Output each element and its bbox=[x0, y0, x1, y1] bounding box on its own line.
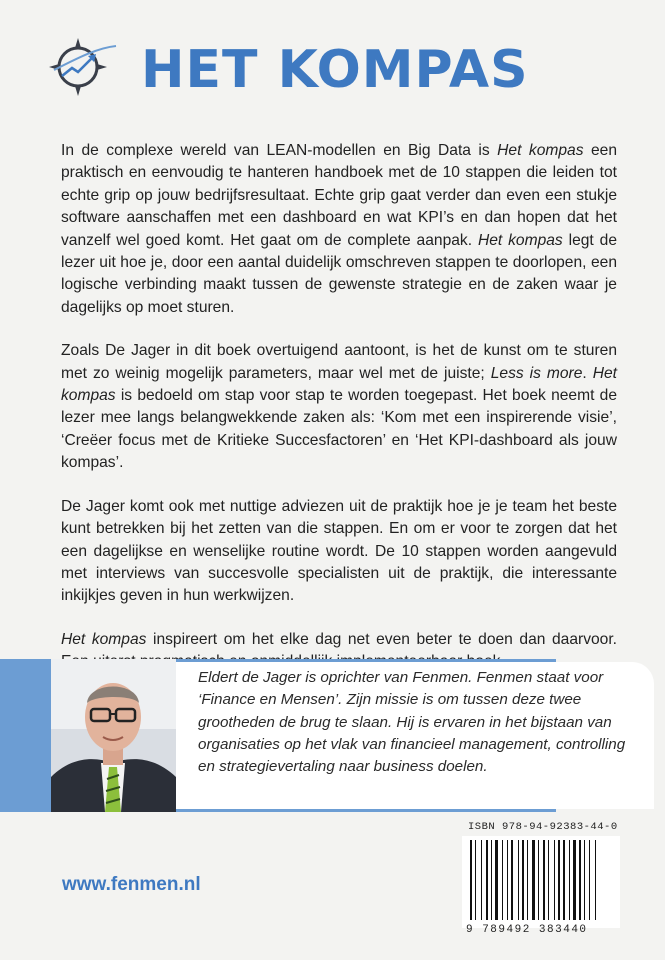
barcode bbox=[462, 836, 620, 928]
text-run: . bbox=[582, 364, 593, 382]
text-run: In de complexe wereld van LEAN-modellen en Big Data is bbox=[61, 142, 498, 159]
compass-logo-icon bbox=[44, 30, 122, 102]
blurb-text bbox=[61, 140, 617, 695]
barcode-bar bbox=[569, 840, 570, 920]
text-run: legt de lezer uit hoe je, door een aantal duidelijk omschreven stappen te doorlopen, een logische verbinding maakt tussen de gewenste strategie en de zaken waar je dagelijks op moet sturen. bbox=[61, 231, 617, 316]
paragraph bbox=[61, 496, 617, 608]
barcode-bar bbox=[491, 840, 492, 920]
author-band bbox=[0, 659, 665, 812]
barcode-bar bbox=[589, 840, 590, 920]
barcode-bar bbox=[502, 840, 503, 920]
barcode-bar bbox=[522, 840, 524, 920]
barcode-bar bbox=[486, 840, 488, 920]
barcode-bar bbox=[573, 840, 576, 920]
italic-run: Het kompas bbox=[477, 231, 563, 249]
barcode-bar bbox=[532, 840, 535, 920]
barcode-bar bbox=[470, 840, 472, 920]
text-run: inspireert om het elke dag net even beter te doen dan daarvoor. bbox=[152, 630, 617, 648]
barcode-bar bbox=[543, 840, 545, 920]
barcode-bar bbox=[495, 840, 498, 920]
italic-run: Het kompas bbox=[497, 142, 584, 159]
isbn-label: ISBN 978-94-92383-44-0 bbox=[468, 821, 618, 833]
barcode-bar bbox=[563, 840, 565, 920]
barcode-digits: 9 789492 383440 bbox=[466, 924, 588, 936]
italic-run: Het kompas bbox=[61, 630, 147, 648]
text-run: is bedoeld om stap voor stap te worden toegepast. Het boek neemt de lezer mee langs belangwekkende zaken als: ‘Kom met een inspirerende visie’, ‘Creëer focus met de Kritieke Succesfactoren’ en ‘Het KPI-dashboard als jouw kompas’. bbox=[61, 387, 617, 472]
barcode-bar bbox=[595, 840, 596, 920]
barcode-bar bbox=[538, 840, 539, 920]
italic-run: Het kompas bbox=[61, 364, 617, 405]
page-title: HET KOMPAS bbox=[141, 40, 529, 100]
author-photo bbox=[51, 659, 176, 812]
paragraph bbox=[61, 140, 617, 319]
barcode-bar bbox=[511, 840, 513, 920]
barcode-bar bbox=[554, 840, 555, 920]
barcode-bar bbox=[584, 840, 585, 920]
barcode-bar bbox=[527, 840, 528, 920]
barcode-bar bbox=[548, 840, 549, 920]
text-run: een praktisch en eenvoudig te hanteren handboek met de 10 stappen die leiden tot echte grip op jouw bedrijfsresultaat. Echte grip gaat verder dan even een stukje software aanschaffen met een dashboard en wat KPI’s en dan hopen dat het vanzelf wel goed komt. Het gaat om de complete aanpak. bbox=[61, 142, 617, 249]
barcode-bar bbox=[518, 840, 519, 920]
italic-run: Less is more bbox=[490, 364, 583, 382]
website-link[interactable]: www.fenmen.nl bbox=[62, 874, 201, 895]
barcode-bar bbox=[481, 840, 482, 920]
barcode-bar bbox=[507, 840, 508, 920]
barcode-bar bbox=[475, 840, 476, 920]
author-bio: Eldert de Jager is oprichter van Fenmen. Fenmen staat voor ‘Finance en Mensen’. Zijn missie is om tussen deze twee grootheden de brug te slaan. Hij is ervaren in het bijstaan van organisaties op het vlak van financieel management, controlling en strategievertaling naar business doelen. bbox=[198, 669, 626, 776]
text-run: Zoals De Jager in dit boek overtuigend aantoont, is het de kunst om te sturen met zo weinig mogelijk parameters, maar wel met de juiste; bbox=[61, 342, 617, 382]
barcode-bar bbox=[558, 840, 560, 920]
paragraph bbox=[61, 340, 617, 474]
barcode-bar bbox=[579, 840, 581, 920]
text-run: De Jager komt ook met nuttige adviezen uit de praktijk hoe je je team het beste kunt betrekken bij het zetten van die stappen. En om er voor te zorgen dat het een dagelijkse en wenselijke routine wordt. De 10 stappen worden aangevuld met interviews van succesvolle specialisten uit de praktijk, die interessante inkijkjes geven in hun werkwijzen. bbox=[61, 497, 617, 605]
